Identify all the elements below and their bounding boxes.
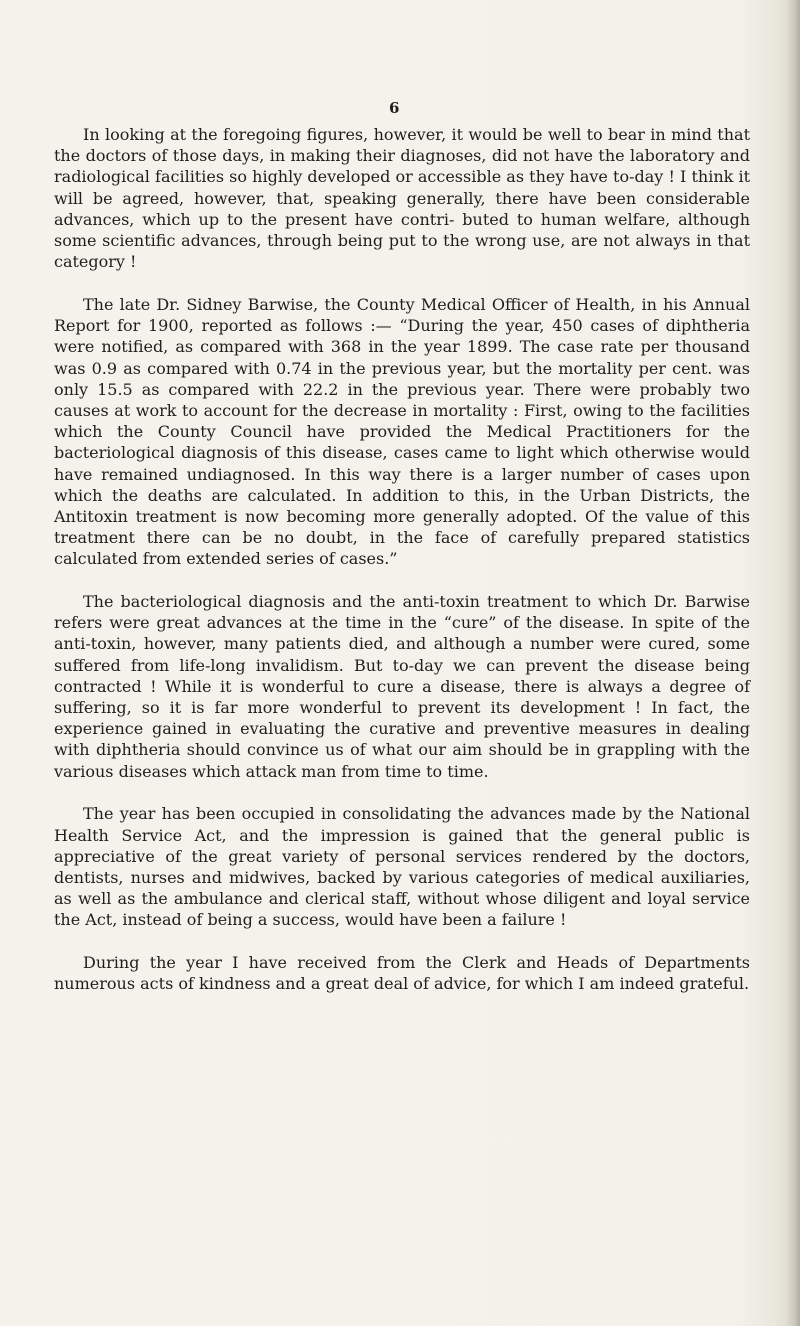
- page-number: 6: [389, 99, 400, 117]
- paragraph-antitoxin-treatment: The bacteriological diagnosis and the anti-toxin treatment to which Dr. Barwise refers were great advances at the time in the “cure” of the disease. In spite of the anti-toxin, however, many patients died, and although a number were cured, some suffered from life-long invalidism. But to-day we can prevent the disease being contracted ! While it is wonderful to cure a disease, there is always a degree of suffering, so it is far more wonderful to prevent its development ! In fact, the experience gained in evaluating the curative and preventive measures in dealing with diphtheria should convince us of what our aim should be in grappling with the various diseases which attack man from time to time.: [54, 592, 750, 781]
- body-text: [54, 124, 750, 1016]
- paragraph-national-health-service: The year has been occupied in consolidating the advances made by the National Health Service Act, and the impression is gained that the general public is appreciative of the great variety of personal services rendered by the doctors, dentists, nurses and midwives, backed by various categories of medical auxiliaries, as well as the ambulance and clerical staff, without whose diligent and loyal service the Act, instead of being a success, would have been a failure !: [54, 804, 750, 930]
- page-edge-shadow: [786, 0, 800, 1326]
- paragraph-barwise-report: The late Dr. Sidney Barwise, the County Medical Officer of Health, in his Annual Report for 1900, reported as follows :— “During the year, 450 cases of diphtheria were notified, as compared with 368 in the year 1899. The case rate per thousand was 0.9 as compared with 0.74 in the previous year, but the mortality per cent. was only 15.5 as compared with 22.2 in the previous year. There were probably two causes at work to account for the decrease in mortality : First, owing to the facilities which the County Council have provided the Medical Practitioners for the bacteriological diagnosis of this disease, cases came to light which otherwise would have remained undiagnosed. In this way there is a larger number of cases upon which the deaths are calculated. In addition to this, in the Urban Districts, the Antitoxin treatment is now becoming more generally adopted. Of the value of this treatment there can be no doubt, in the face of carefully prepared statistics calculated from extended series of cases.”: [54, 294, 750, 569]
- paragraph-foregoing-figures: In looking at the foregoing figures, however, it would be well to bear in mind that the doctors of those days, in making their diagnoses, did not have the laboratory and radiological facilities so highly developed or accessible as they have to-day ! I think it will be agreed, however, that, speaking generally, there have been considerable advances, which up to the present have contri- buted to human welfare, although some scientific advances, through being put to the wrong use, are not always in that category !: [54, 125, 750, 272]
- paragraph-acknowledgements: During the year I have received from the Clerk and Heads of Departments numerous acts of kindness and a great deal of advice, for which I am indeed grateful.: [54, 953, 750, 994]
